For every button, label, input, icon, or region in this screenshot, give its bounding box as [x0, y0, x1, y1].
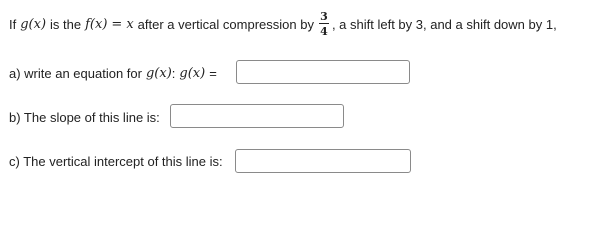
- part-a-g-of-x-2: g(x): [179, 65, 206, 81]
- part-a-label: a) write an equation for: [9, 65, 142, 81]
- part-c-row: [9, 151, 223, 171]
- part-a-equals: =: [209, 65, 217, 81]
- part-b-label: b) The slope of this line is:: [9, 109, 160, 125]
- g-of-x-expression: g(x): [20, 16, 47, 32]
- part-b-row: [9, 107, 160, 127]
- x-expression: x: [126, 16, 134, 32]
- part-a-g-of-x: g(x): [145, 65, 172, 81]
- question-text-compression: after a vertical compression by: [137, 16, 314, 32]
- compression-fraction: [319, 11, 329, 37]
- part-c-label: c) The vertical intercept of this line is:: [9, 153, 223, 169]
- question-text-shifts: , a shift left by 3, and a shift down by 1,: [331, 16, 557, 32]
- question-text-if: If: [9, 16, 17, 32]
- slope-answer-input[interactable]: [170, 104, 344, 128]
- fraction-denominator: 4: [320, 25, 328, 38]
- part-a-row: [9, 63, 217, 83]
- fraction-numerator: 3: [320, 10, 328, 23]
- question-text: [9, 8, 557, 40]
- f-of-x-expression: f(x): [85, 16, 108, 32]
- part-a-colon: :: [171, 65, 176, 81]
- vertical-intercept-answer-input[interactable]: [235, 149, 411, 173]
- equals-sign: =: [111, 16, 123, 32]
- question-text-is-the: is the: [50, 16, 82, 32]
- equation-answer-input[interactable]: [236, 60, 410, 84]
